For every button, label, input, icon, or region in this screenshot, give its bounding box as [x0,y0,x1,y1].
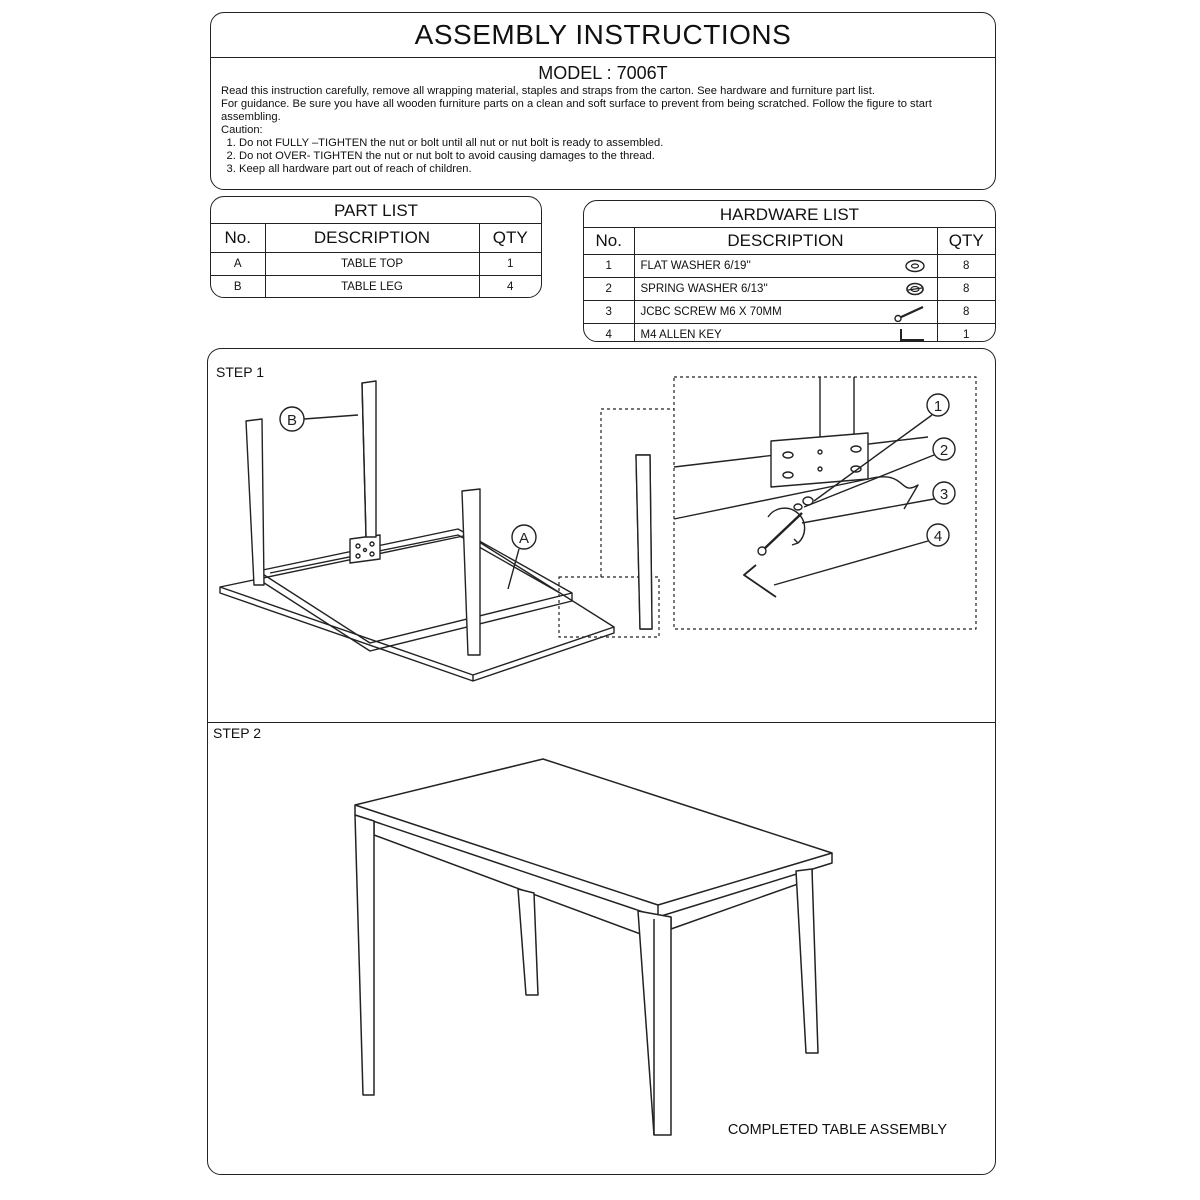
callout-a-label: A [518,530,530,547]
hardware-qty: 8 [937,255,995,278]
intro-line-2: For guidance. Be sure you have all wooden furniture parts on a clean and soft surface to prevent from being scratched. Follow the figure to start assembling. [221,98,932,123]
part-description: TABLE TOP [265,253,479,276]
caution-item: 2. Do not OVER- TIGHTEN the nut or nut bolt to avoid causing damages to the thread. [239,150,965,163]
hardware-qty: 8 [937,301,995,324]
hardware-description [634,324,937,343]
hardware-no: 1 [584,255,634,278]
page-title: ASSEMBLY INSTRUCTIONS [414,19,792,50]
hardware-no: 4 [584,324,634,343]
step2-label: STEP 2 [213,725,261,741]
hardware-list-grid [584,228,995,342]
hardware-qty: 1 [963,329,970,341]
caution-item: 1. Do not FULLY –TIGHTEN the nut or bolt until all nut or nut bolt is ready to assembled. [239,137,965,150]
column-header-description: DESCRIPTION [634,228,937,255]
table-row [211,253,541,276]
screw-icon [893,304,927,322]
column-header-no: No. [211,224,265,253]
hardware-no: 3 [584,301,634,324]
callout-2-label: 2 [939,442,949,459]
caution-list [221,137,965,176]
part-qty: 1 [479,253,541,276]
model-number: MODEL : 7006T [538,63,668,83]
column-header-no: No. [584,228,634,255]
table-header-row [584,228,995,255]
hardware-list-title: HARDWARE LIST [584,201,995,228]
table-row [584,255,995,278]
part-no: A [211,253,265,276]
hardware-qty: 8 [937,278,995,301]
table-row [584,301,995,324]
flat-washer-icon [903,258,927,274]
callout-1-label: 1 [933,398,943,415]
hardware-description [634,255,937,278]
part-qty: 4 [507,281,514,293]
detail-view-drawing [674,377,928,597]
hardware-description [634,278,937,301]
step1-label: STEP 1 [216,364,264,380]
spring-washer-icon [903,281,927,297]
hardware-description [634,301,937,324]
step1-panel [207,348,996,724]
part-description: TABLE LEG [265,276,479,299]
hardware-list-table [583,200,996,342]
corner-bracket-drawing [350,535,380,563]
part-list-table [210,196,542,298]
instructions-header [210,12,996,190]
intro-text [221,85,965,176]
table-row [584,278,995,301]
table-top-drawing [220,529,614,681]
step2-panel [207,722,996,1175]
hardware-no: 2 [584,278,634,301]
step1-illustration [208,349,997,725]
table-row [584,324,995,343]
header-divider [211,57,995,58]
column-header-qty: QTY [479,224,541,253]
completed-table-drawing [355,759,832,1135]
completed-caption: COMPLETED TABLE ASSEMBLY [727,1122,947,1138]
callout-b-label: B [286,412,298,429]
caution-item: 3. Keep all hardware part out of reach of children. [239,163,965,176]
callout-4-label: 4 [933,528,943,545]
hardware-description-text: M4 ALLEN KEY [640,329,722,341]
step2-illustration [208,723,997,1176]
hardware-description-text: JCBC SCREW M6 X 70MM [640,306,782,318]
table-header-row [211,224,541,253]
hardware-description-text: FLAT WASHER 6/19'' [640,260,751,272]
hardware-description-text: SPRING WASHER 6/13'' [640,283,768,295]
allen-key-icon [897,327,927,342]
column-header-description: DESCRIPTION [265,224,479,253]
part-list-title: PART LIST [211,197,541,224]
part-no: B [211,276,265,299]
table-row [211,276,541,299]
column-header-qty: QTY [937,228,995,255]
part-list-grid [211,224,541,298]
caution-label: Caution: [221,124,263,136]
intro-line-1: Read this instruction carefully, remove all wrapping material, staples and straps from the carton. See hardware and furniture part list. [221,85,875,97]
callout-3-label: 3 [939,486,949,503]
